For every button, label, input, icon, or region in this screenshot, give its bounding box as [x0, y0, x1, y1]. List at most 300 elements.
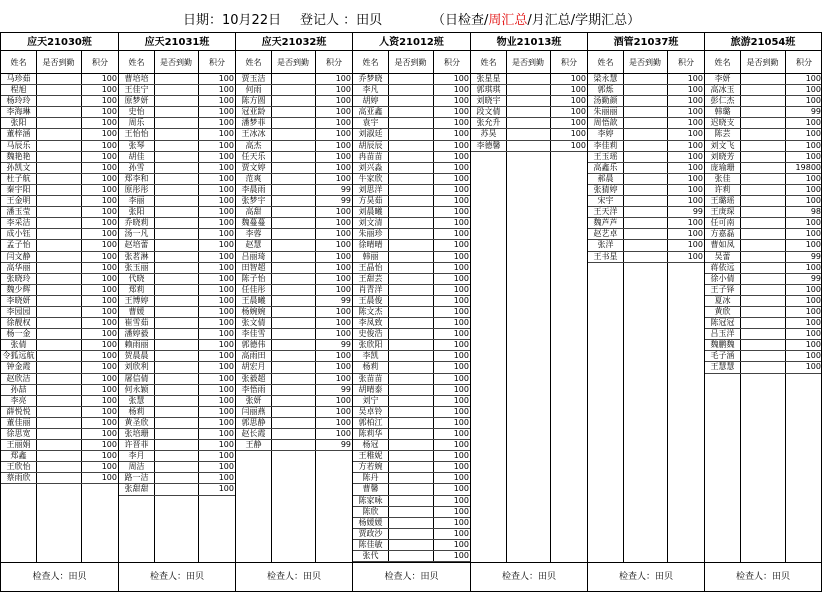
student-row[interactable] [588, 174, 704, 185]
student-row[interactable] [353, 507, 470, 518]
student-row[interactable] [353, 141, 470, 152]
student-row[interactable] [705, 185, 821, 196]
student-row[interactable] [119, 252, 235, 263]
name-header: 姓名 [10, 57, 27, 67]
student-row[interactable] [1, 429, 118, 440]
student-row[interactable] [1, 229, 118, 240]
student-score: 100 [218, 173, 234, 183]
student-row[interactable] [705, 196, 821, 207]
student-score: 100 [453, 229, 469, 239]
student-score: 100 [805, 184, 821, 194]
student-name: 魏芦芦 [593, 218, 618, 228]
student-score: 100 [453, 284, 469, 294]
student-name: 胡佳 [128, 151, 145, 161]
student-row[interactable] [236, 107, 352, 118]
student-row[interactable] [471, 85, 587, 96]
student-row[interactable] [119, 385, 235, 396]
student-row[interactable] [119, 407, 235, 418]
arrived-header: 是否到勤 [394, 57, 427, 67]
student-row[interactable] [236, 196, 352, 207]
student-name: 王晨俊 [358, 295, 383, 305]
student-score: 100 [101, 395, 117, 405]
student-name: 赵培蕾 [124, 240, 149, 250]
student-score: 100 [218, 85, 234, 95]
student-score: 100 [453, 107, 469, 117]
student-row[interactable] [119, 429, 235, 440]
student-row[interactable] [1, 285, 118, 296]
student-name: 董佳丽 [6, 417, 31, 427]
student-row[interactable] [1, 152, 118, 163]
student-row[interactable] [353, 407, 470, 418]
student-row[interactable] [119, 85, 235, 96]
student-row[interactable] [353, 462, 470, 473]
student-score: 100 [218, 429, 234, 438]
student-row[interactable] [236, 407, 352, 418]
student-row[interactable] [1, 218, 118, 229]
name-header: 姓名 [597, 57, 614, 67]
student-row[interactable] [236, 96, 352, 107]
student-row[interactable] [353, 396, 470, 407]
student-row[interactable] [705, 118, 821, 129]
student-row[interactable] [353, 229, 470, 240]
student-row[interactable] [119, 152, 235, 163]
student-row[interactable] [236, 207, 352, 218]
student-row[interactable] [705, 85, 821, 96]
student-row[interactable] [705, 152, 821, 163]
student-row[interactable] [353, 540, 470, 551]
arrived-header: 是否到勤 [746, 57, 779, 67]
student-row[interactable] [236, 329, 352, 340]
student-row[interactable] [119, 285, 235, 296]
score-header: 积分 [326, 57, 342, 67]
student-row[interactable] [119, 141, 235, 152]
student-row[interactable] [236, 429, 352, 440]
student-row[interactable] [236, 362, 352, 373]
student-row[interactable] [1, 174, 118, 185]
student-row[interactable] [1, 263, 118, 274]
student-row[interactable] [705, 240, 821, 251]
student-row[interactable] [353, 307, 470, 318]
class-column [470, 32, 587, 592]
student-row[interactable] [1, 296, 118, 307]
student-row[interactable] [236, 285, 352, 296]
student-row[interactable] [236, 340, 352, 351]
student-row[interactable] [588, 196, 704, 207]
student-name: 汤勤颜 [593, 96, 618, 106]
student-row[interactable] [236, 129, 352, 140]
student-score: 100 [805, 229, 821, 239]
student-row[interactable] [119, 307, 235, 318]
student-row[interactable] [588, 240, 704, 251]
student-row[interactable] [353, 196, 470, 207]
student-row[interactable] [705, 218, 821, 229]
student-row[interactable] [353, 85, 470, 96]
student-row[interactable] [353, 163, 470, 174]
student-row[interactable] [353, 440, 470, 451]
student-score: 100 [101, 417, 117, 427]
student-row[interactable] [353, 318, 470, 329]
student-row[interactable] [705, 252, 821, 263]
score-header: 积分 [92, 57, 108, 67]
student-row[interactable] [588, 252, 704, 263]
student-score: 100 [218, 74, 234, 83]
student-row[interactable] [119, 274, 235, 285]
student-name: 杨媛媛 [358, 517, 383, 527]
student-row[interactable] [236, 118, 352, 129]
student-row[interactable] [119, 129, 235, 140]
class-column [235, 32, 352, 592]
student-row[interactable] [705, 285, 821, 296]
student-score: 100 [687, 74, 703, 83]
student-row[interactable] [588, 152, 704, 163]
student-row[interactable] [119, 118, 235, 129]
student-row[interactable] [1, 129, 118, 140]
student-row[interactable] [1, 85, 118, 96]
student-row[interactable] [353, 152, 470, 163]
student-row[interactable] [236, 318, 352, 329]
student-name: 夏冰 [714, 295, 731, 305]
student-row[interactable] [1, 385, 118, 396]
student-row[interactable] [119, 74, 235, 85]
student-row[interactable] [588, 229, 704, 240]
student-row[interactable] [353, 207, 470, 218]
student-row[interactable] [119, 462, 235, 473]
student-row[interactable] [119, 196, 235, 207]
student-row[interactable] [236, 252, 352, 263]
student-row[interactable] [353, 429, 470, 440]
student-row[interactable] [471, 141, 587, 152]
student-row[interactable] [236, 374, 352, 385]
student-row[interactable] [119, 396, 235, 407]
student-row[interactable] [471, 74, 587, 85]
student-row[interactable] [1, 318, 118, 329]
student-row[interactable] [1, 418, 118, 429]
student-score: 100 [453, 362, 469, 372]
student-score: 99 [340, 196, 351, 206]
class-title: 旅游21054班 [705, 32, 821, 51]
student-row[interactable] [119, 263, 235, 274]
student-row[interactable] [119, 218, 235, 229]
student-row[interactable] [705, 340, 821, 351]
student-row[interactable] [705, 229, 821, 240]
student-row[interactable] [236, 174, 352, 185]
student-name: 郭德伟 [241, 340, 266, 350]
student-row[interactable] [119, 362, 235, 373]
student-row[interactable] [588, 96, 704, 107]
student-row[interactable] [353, 551, 470, 562]
student-row[interactable] [588, 74, 704, 85]
student-row[interactable] [1, 374, 118, 385]
student-row[interactable] [353, 473, 470, 484]
student-score: 100 [101, 273, 117, 283]
student-row[interactable] [1, 96, 118, 107]
student-name: 史怡 [128, 107, 145, 117]
student-row[interactable] [705, 129, 821, 140]
student-row[interactable] [119, 318, 235, 329]
student-score: 100 [453, 196, 469, 206]
student-score: 100 [453, 395, 469, 405]
student-row[interactable] [1, 462, 118, 473]
student-score: 100 [453, 539, 469, 549]
student-score: 100 [687, 229, 703, 239]
student-row[interactable] [705, 174, 821, 185]
student-row[interactable] [119, 163, 235, 174]
inspector-footer: 检查人：田贝 [353, 562, 470, 592]
student-name: 刘淑廷 [358, 129, 383, 139]
student-name: 陈方圆 [241, 96, 266, 106]
student-row[interactable] [119, 174, 235, 185]
student-row[interactable] [1, 107, 118, 118]
student-row[interactable] [353, 129, 470, 140]
student-score: 100 [218, 406, 234, 416]
student-name: 张阳 [10, 118, 27, 128]
student-row[interactable] [705, 296, 821, 307]
student-row[interactable] [471, 107, 587, 118]
student-row[interactable] [119, 240, 235, 251]
student-score: 100 [101, 406, 117, 416]
student-row[interactable] [353, 351, 470, 362]
student-row[interactable] [353, 329, 470, 340]
student-row[interactable] [588, 118, 704, 129]
student-row[interactable] [119, 96, 235, 107]
student-name: 陈丹 [362, 473, 379, 483]
student-row[interactable] [705, 263, 821, 274]
student-name: 胡辰辰 [358, 140, 383, 150]
summary-week-selected[interactable]: 周汇总 [488, 13, 528, 28]
student-row[interactable] [1, 252, 118, 263]
student-row[interactable] [1, 307, 118, 318]
student-name: 张甜甜 [124, 484, 149, 494]
student-row[interactable] [236, 74, 352, 85]
student-row[interactable] [705, 307, 821, 318]
student-row[interactable] [1, 207, 118, 218]
student-row[interactable] [1, 396, 118, 407]
student-row[interactable] [705, 351, 821, 362]
student-score: 100 [101, 429, 117, 438]
student-name: 潘婷毅 [124, 329, 149, 339]
student-name: 毛子涵 [710, 351, 735, 361]
student-name: 李佳莉 [593, 140, 618, 150]
student-score: 100 [101, 107, 117, 117]
student-row[interactable] [236, 263, 352, 274]
student-name: 杨玲玲 [6, 96, 31, 106]
student-row[interactable] [1, 74, 118, 85]
student-row[interactable] [1, 118, 118, 129]
student-row[interactable] [1, 163, 118, 174]
student-score: 100 [453, 207, 469, 217]
student-score: 100 [453, 85, 469, 95]
student-name: 高亚鑫 [358, 107, 383, 117]
student-row[interactable] [705, 207, 821, 218]
student-row[interactable] [119, 473, 235, 484]
student-row[interactable] [236, 385, 352, 396]
student-row[interactable] [119, 451, 235, 462]
student-row[interactable] [119, 340, 235, 351]
student-name: 李海琳 [6, 107, 31, 117]
student-row[interactable] [705, 163, 821, 174]
student-name: 周洁 [128, 462, 145, 472]
student-score: 100 [218, 273, 234, 283]
student-row[interactable] [1, 340, 118, 351]
student-row[interactable] [353, 185, 470, 196]
student-row[interactable] [119, 440, 235, 451]
student-row[interactable] [705, 329, 821, 340]
student-row[interactable] [236, 218, 352, 229]
student-row[interactable] [119, 329, 235, 340]
student-score: 100 [218, 417, 234, 427]
recorder-label: 登记人 ：田贝 [300, 13, 383, 28]
student-score: 100 [453, 96, 469, 106]
student-name: 魏少辉 [6, 284, 31, 294]
student-row[interactable] [353, 362, 470, 373]
student-row[interactable] [1, 196, 118, 207]
student-row[interactable] [705, 74, 821, 85]
student-score: 100 [101, 240, 117, 250]
student-row[interactable] [236, 85, 352, 96]
student-row[interactable] [119, 207, 235, 218]
student-row[interactable] [353, 107, 470, 118]
student-row[interactable] [1, 451, 118, 462]
student-row[interactable] [705, 96, 821, 107]
student-row[interactable] [471, 129, 587, 140]
student-score: 100 [453, 417, 469, 427]
student-row[interactable] [588, 107, 704, 118]
student-score: 100 [101, 262, 117, 272]
student-row[interactable] [705, 362, 821, 373]
student-score: 100 [335, 162, 351, 172]
student-row[interactable] [353, 285, 470, 296]
student-score: 100 [101, 373, 117, 383]
student-score: 100 [101, 140, 117, 150]
score-header: 积分 [796, 57, 812, 67]
student-row[interactable] [353, 385, 470, 396]
student-row[interactable] [1, 240, 118, 251]
student-row[interactable] [236, 152, 352, 163]
student-row[interactable] [588, 141, 704, 152]
student-row[interactable] [236, 141, 352, 152]
student-row[interactable] [353, 218, 470, 229]
student-row[interactable] [1, 407, 118, 418]
student-row[interactable] [119, 418, 235, 429]
arrived-header: 是否到勤 [629, 57, 661, 67]
student-row[interactable] [353, 296, 470, 307]
student-name: 李妍 [714, 74, 731, 83]
student-row[interactable] [353, 340, 470, 351]
student-score: 100 [805, 240, 821, 250]
student-row[interactable] [1, 185, 118, 196]
summary-open: （日检查/ [432, 13, 489, 28]
student-score: 100 [335, 273, 351, 283]
student-row[interactable] [236, 240, 352, 251]
student-row[interactable] [588, 207, 704, 218]
student-row[interactable] [119, 374, 235, 385]
student-score: 100 [335, 406, 351, 416]
student-row[interactable] [588, 85, 704, 96]
student-row[interactable] [471, 118, 587, 129]
student-row[interactable] [353, 263, 470, 274]
student-row[interactable] [705, 107, 821, 118]
student-row[interactable] [588, 218, 704, 229]
student-row[interactable] [119, 351, 235, 362]
student-row[interactable] [353, 451, 470, 462]
inspector-footer: 检查人：田贝 [705, 562, 821, 592]
student-row[interactable] [353, 529, 470, 540]
student-row[interactable] [119, 296, 235, 307]
student-row[interactable] [1, 274, 118, 285]
student-score: 100 [805, 85, 821, 95]
student-row[interactable] [1, 351, 118, 362]
student-row[interactable] [119, 107, 235, 118]
student-name: 张代 [362, 551, 379, 561]
student-row[interactable] [236, 440, 352, 451]
student-row[interactable] [236, 185, 352, 196]
student-row[interactable] [588, 163, 704, 174]
student-name: 张佳 [714, 173, 731, 183]
student-row[interactable] [353, 252, 470, 263]
student-row[interactable] [705, 141, 821, 152]
student-row[interactable] [236, 307, 352, 318]
student-row[interactable] [236, 296, 352, 307]
class-grid [0, 32, 822, 592]
student-name: 王晶怡 [358, 262, 383, 272]
student-row[interactable] [119, 229, 235, 240]
student-row[interactable] [353, 496, 470, 507]
student-name: 王冰冰 [241, 129, 266, 139]
student-row[interactable] [353, 118, 470, 129]
student-list [236, 74, 352, 451]
student-row[interactable] [353, 96, 470, 107]
student-row[interactable] [236, 396, 352, 407]
student-row[interactable] [705, 318, 821, 329]
student-row[interactable] [1, 473, 118, 484]
student-row[interactable] [119, 185, 235, 196]
student-row[interactable] [119, 484, 235, 495]
student-row[interactable] [1, 440, 118, 451]
student-row[interactable] [353, 240, 470, 251]
student-name: 李婷 [597, 129, 614, 139]
student-row[interactable] [236, 229, 352, 240]
student-score: 100 [453, 551, 469, 561]
student-row[interactable] [236, 274, 352, 285]
student-row[interactable] [353, 418, 470, 429]
student-row[interactable] [353, 174, 470, 185]
student-score: 100 [218, 373, 234, 383]
student-row[interactable] [705, 274, 821, 285]
student-score: 99 [340, 440, 351, 450]
student-row[interactable] [236, 418, 352, 429]
student-row[interactable] [471, 96, 587, 107]
student-score: 99 [340, 340, 351, 350]
student-row[interactable] [353, 518, 470, 529]
student-row[interactable] [353, 484, 470, 495]
student-name: 陈芸 [714, 129, 731, 139]
student-row[interactable] [353, 274, 470, 285]
student-score: 100 [101, 462, 117, 472]
student-row[interactable] [1, 362, 118, 373]
student-score: 100 [453, 473, 469, 483]
student-row[interactable] [588, 129, 704, 140]
student-list [1, 74, 118, 484]
student-row[interactable] [353, 74, 470, 85]
student-row[interactable] [236, 163, 352, 174]
student-name: 王金明 [6, 196, 31, 206]
student-row[interactable] [236, 351, 352, 362]
student-row[interactable] [1, 141, 118, 152]
student-row[interactable] [353, 374, 470, 385]
student-row[interactable] [1, 329, 118, 340]
student-row[interactable] [588, 185, 704, 196]
student-name: 李凡 [362, 85, 379, 95]
